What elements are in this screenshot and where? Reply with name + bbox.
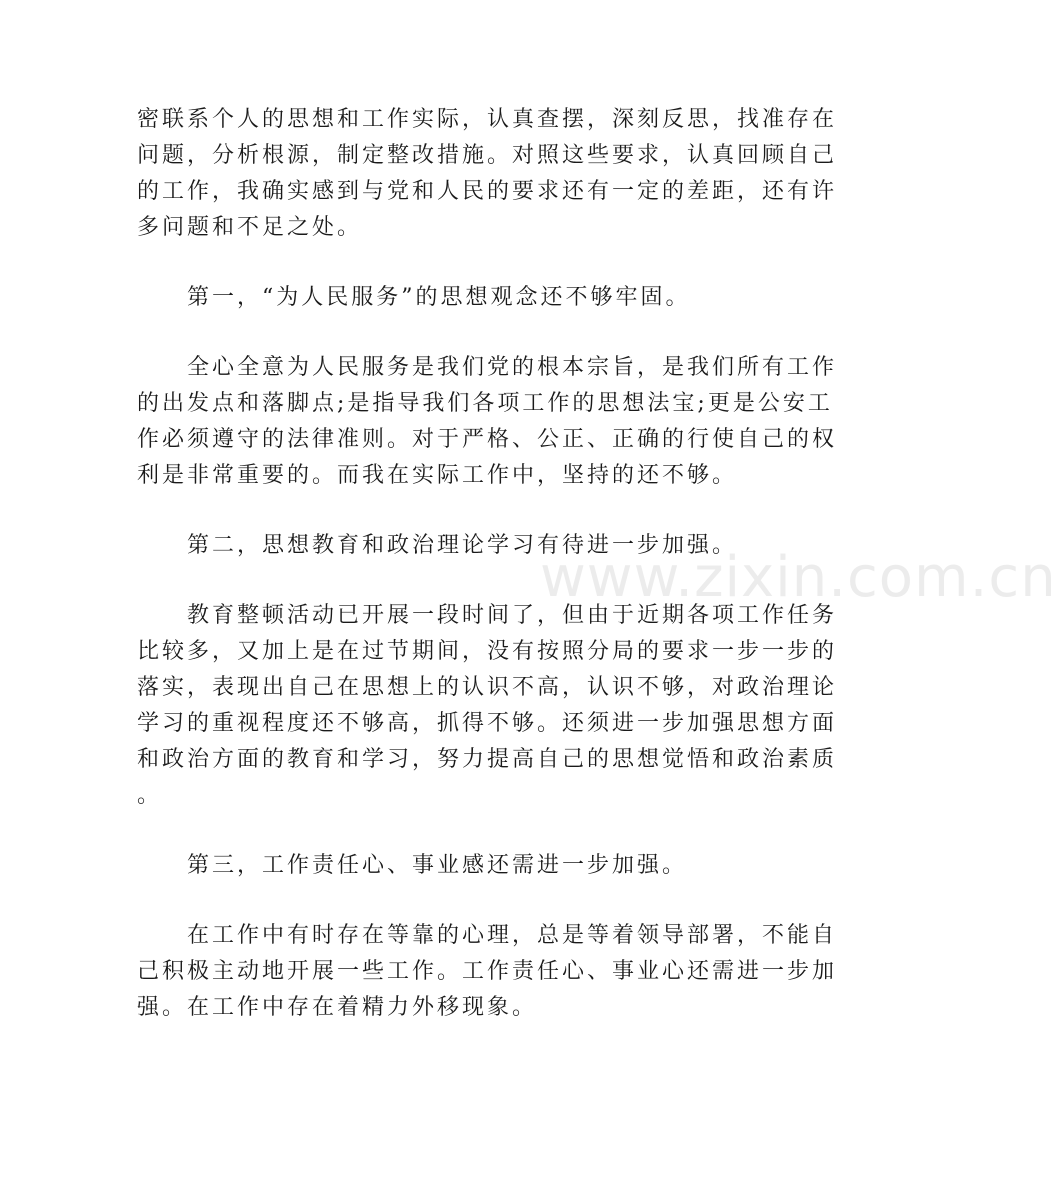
text-line: 落实，表现出自己在思想上的认识不高，认识不够，对政治理论 bbox=[137, 675, 838, 700]
text-line: 第二，思想教育和政治理论学习有待进一步加强。 bbox=[137, 533, 738, 558]
text-line: 学习的重视程度还不够高，抓得不够。还须进一步加强思想方面 bbox=[137, 711, 838, 736]
section-heading bbox=[137, 848, 797, 884]
text-line: 问题，分析根源，制定整改措施。对照这些要求，认真回顾自己 bbox=[137, 143, 838, 168]
text-line: 密联系个人的思想和工作实际，认真查摆，深刻反思，找准存在 bbox=[137, 107, 838, 132]
paragraph-gap bbox=[137, 494, 797, 528]
text-line: 第三，工作责任心、事业感还需进一步加强。 bbox=[137, 853, 688, 878]
text-line: 的出发点和落脚点;是指导我们各项工作的思想法宝;更是公安工 bbox=[137, 391, 833, 416]
text-line: 多问题和不足之处。 bbox=[137, 215, 363, 240]
paragraph-gap bbox=[137, 814, 797, 848]
section-heading bbox=[137, 280, 797, 316]
paragraph-gap bbox=[137, 884, 797, 918]
text-line: 在工作中有时存在等靠的心理，总是等着领导部署，不能自 bbox=[137, 923, 838, 948]
section-heading bbox=[137, 528, 797, 564]
text-line: 强。在工作中存在着精力外移现象。 bbox=[137, 995, 538, 1020]
text-line: 比较多，又加上是在过节期间，没有按照分局的要求一步一步的 bbox=[137, 639, 838, 664]
text-line: 教育整顿活动已开展一段时间了，但由于近期各项工作任务 bbox=[137, 603, 838, 628]
paragraph bbox=[137, 598, 838, 814]
paragraph-gap bbox=[137, 564, 797, 598]
text-line: 的工作，我确实感到与党和人民的要求还有一定的差距，还有许 bbox=[137, 179, 838, 204]
paragraph bbox=[137, 350, 838, 494]
paragraph bbox=[137, 102, 838, 246]
watermark: www.zixin.com.cn bbox=[540, 545, 1057, 610]
text-line: 作必须遵守的法律准则。对于严格、公正、正确的行使自己的权 bbox=[137, 427, 838, 452]
text-line: 全心全意为人民服务是我们党的根本宗旨，是我们所有工作 bbox=[137, 355, 838, 380]
text-line: 第一，“为人民服务”的思想观念还不够牢固。 bbox=[137, 285, 691, 310]
text-line: 和政治方面的教育和学习，努力提高自己的思想觉悟和政治素质 bbox=[137, 747, 838, 772]
text-line: 。 bbox=[137, 783, 163, 808]
paragraph-gap bbox=[137, 246, 797, 280]
paragraph-gap bbox=[137, 316, 797, 350]
text-line: 己积极主动地开展一些工作。工作责任心、事业心还需进一步加 bbox=[137, 959, 838, 984]
paragraph bbox=[137, 918, 838, 1026]
text-line: 利是非常重要的。而我在实际工作中，坚持的还不够。 bbox=[137, 463, 738, 488]
